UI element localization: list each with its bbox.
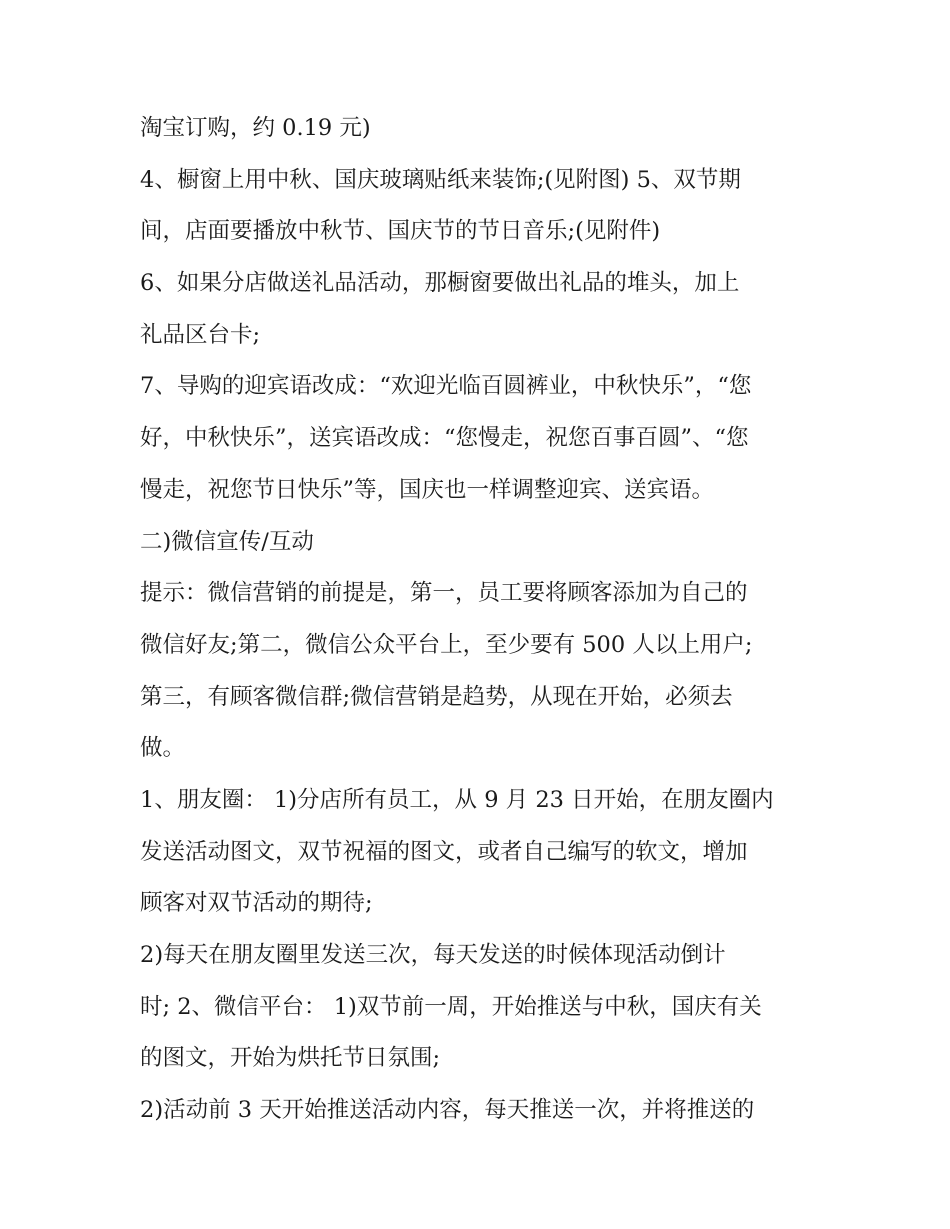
text-line: 时; 2、微信平台： 1)双节前一周，开始推送与中秋，国庆有关 [140,993,762,1020]
document-body [140,103,820,1137]
text-line: 微信好友;第二，微信公众平台上，至少要有 500 人以上用户; [140,631,753,658]
text-line: 1、朋友圈： 1)分店所有员工，从 9 月 23 日开始，在朋友圈内 [140,786,774,813]
text-line: 2)活动前 3 天开始推送活动内容，每天推送一次，并将推送的 [140,1097,755,1124]
text-line: 慢走，祝您节日快乐”等，国庆也一样调整迎宾、送宾语。 [140,476,715,503]
text-line: 淘宝订购，约 0.19 元) [140,115,371,141]
text-line: 的图文，开始为烘托节日氛围; [140,1045,441,1072]
text-line: 6、如果分店做送礼品活动，那橱窗要做出礼品的堆头，加上 [140,270,740,297]
text-line: 礼品区台卡; [140,321,261,348]
text-line: 做。 [140,735,186,762]
text-line: 2)每天在朋友圈里发送三次，每天发送的时候体现活动倒计 [140,942,726,968]
text-line: 第三，有顾客微信群;微信营销是趋势，从现在开始，必须去 [140,683,733,710]
text-line: 7、导购的迎宾语改成：“欢迎光临百圆裤业，中秋快乐”，“您 [140,373,752,400]
section-heading: 二)微信宣传/互动 [140,528,314,555]
text-line: 4、橱窗上用中秋、国庆玻璃贴纸来装饰;(见附图) 5、双节期 [140,166,741,193]
text-line: 提示：微信营销的前提是，第一，员工要将顾客添加为自己的 [140,580,748,607]
text-line: 顾客对双节活动的期待; [140,890,373,917]
text-line: 间，店面要播放中秋节、国庆节的节日音乐;(见附件) [140,218,661,245]
text-line: 发送活动图文，双节祝福的图文，或者自己编写的软文，增加 [140,838,748,865]
text-line: 好，中秋快乐”，送宾语改成：“您慢走，祝您百事百圆”、“您 [140,425,749,452]
